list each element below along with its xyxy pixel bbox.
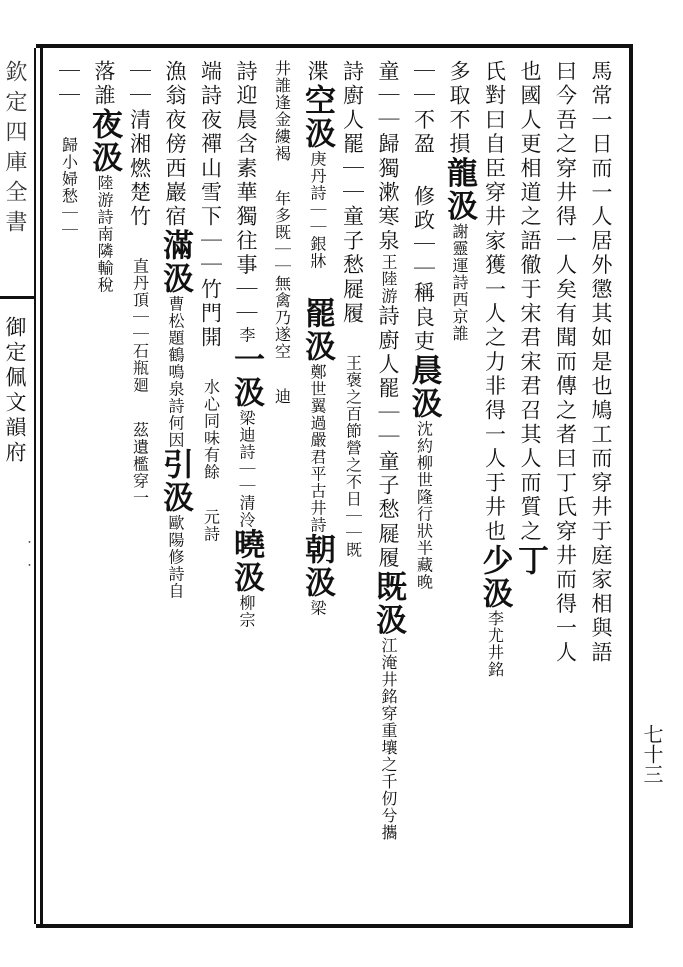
- annotation-text: 沈約柳世隆行狀半藏晚: [414, 420, 434, 591]
- page-number: 七十三: [640, 724, 664, 784]
- gutter-separator: [34, 48, 36, 924]
- gutter-marks: ．．: [16, 540, 32, 593]
- annotation-text: 謝靈運詩西京誰: [450, 222, 469, 342]
- annotation-text: 歸小婦愁｜｜: [59, 136, 79, 239]
- gutter-book-title: 御定佩文韻府: [3, 316, 27, 466]
- page-frame-left: [40, 44, 43, 928]
- annotation-text: 江淹井銘穿重壤之千仞兮攜: [379, 636, 398, 841]
- gutter-collection-title: 欽定四庫全書: [2, 60, 27, 240]
- annotation-text: 年多既｜｜無禽乃遂空: [272, 190, 292, 360]
- annotation-text: 井誰逢金縷褐: [272, 60, 292, 162]
- body-text: 童｜｜歸獨漱寒泉: [376, 60, 400, 254]
- body-text: 詩廚人罷｜｜童子愁屣履: [340, 60, 365, 327]
- text-column-9: [299, 60, 335, 617]
- text-column-8: [338, 60, 368, 558]
- annotation-text: 王褒之百節營之不日｜｜既: [343, 354, 363, 559]
- headword: 少汲: [476, 544, 513, 610]
- annotation-text: 梁迪詩｜｜清泠: [237, 409, 256, 529]
- text-column-5: [441, 60, 477, 342]
- annotation-text: 直丹頂｜｜石瓶廻: [130, 257, 150, 394]
- text-column-12: [196, 60, 226, 542]
- headword: 滿汲: [157, 229, 193, 296]
- headword: 曉汲: [228, 528, 264, 595]
- headword: 龍汲: [441, 156, 477, 223]
- body-text: 也國人更相道之語徹于宋君宋君召其人而質之: [518, 60, 542, 544]
- text-column-4: [476, 60, 513, 678]
- annotation-text: 李: [237, 326, 256, 344]
- headword: 夜汲: [86, 108, 122, 175]
- annotation-text: 陸游詩南隣輸稅: [95, 174, 114, 294]
- page-frame-top: [36, 44, 633, 48]
- body-text: 氏對曰自臣穿井家獲一人之力非得一人于井也: [482, 60, 507, 544]
- body-text: 端詩夜禪山雪下｜｜竹門開: [198, 60, 223, 351]
- body-text: 落誰: [92, 60, 116, 109]
- body-text: 曰今吾之穿井得一人矣有聞而傳之者曰丁氏穿井而得一人: [553, 60, 578, 665]
- body-text: 詩迎晨含素華獨往事｜｜: [234, 60, 258, 327]
- annotation-text: 庚丹詩｜｜銀牀: [308, 150, 327, 270]
- text-column-7: [370, 60, 406, 841]
- body-text: ｜｜清湘燃楚竹: [127, 60, 152, 230]
- text-column-3: [512, 60, 548, 577]
- text-column-11: [228, 60, 264, 629]
- annotation-text: 鄭世翼過嚴君平古井詩: [308, 363, 327, 534]
- annotation-text: 水心同味有餘: [201, 378, 221, 481]
- text-column-2: [551, 60, 581, 665]
- body-text: 渫: [305, 60, 329, 85]
- headword: 丁: [512, 544, 548, 577]
- body-text: 漁翁夜傍西巖宿: [163, 60, 187, 230]
- text-column-6: [405, 60, 442, 591]
- headword: 既汲: [370, 570, 406, 637]
- page-frame-right: [629, 44, 633, 928]
- headword: 引汲: [157, 448, 193, 515]
- annotation-text: 茲遺檻穿一: [130, 421, 150, 507]
- text-column-16: [54, 60, 84, 238]
- annotation-text: 李尤井銘: [485, 610, 505, 678]
- text-column-15: [86, 60, 122, 294]
- headword: 晨汲: [405, 354, 442, 421]
- text-column-13: [157, 60, 193, 600]
- body-text: ｜｜不盈: [411, 60, 436, 157]
- body-text: 詩廚人罷｜｜童子愁屣履: [376, 304, 400, 571]
- text-column-1: [586, 60, 616, 665]
- headword: 一汲: [228, 343, 264, 410]
- gutter-divider: [0, 296, 36, 299]
- headword: 朝汲: [299, 533, 335, 600]
- annotation-text: 歐陽修詩自: [166, 514, 185, 600]
- text-column-10: [267, 60, 297, 405]
- annotation-text: 柳宗: [237, 594, 256, 629]
- page-frame-bottom: [36, 924, 633, 928]
- annotation-text: 梁: [308, 599, 327, 617]
- text-column-14: [125, 60, 155, 506]
- body-text: 多取不損: [447, 60, 471, 157]
- annotation-text: 迪: [272, 388, 292, 405]
- annotation-text: 元詩: [201, 508, 221, 543]
- headword: 罷汲: [299, 297, 335, 364]
- annotation-text: 曹松題鶴鳴泉詩何因: [166, 295, 185, 449]
- body-text: 馬常一日而一人居外懲其如是也鳩工而穿井于庭家相與語: [589, 60, 613, 665]
- annotation-text: 王陸游: [379, 253, 398, 305]
- headword: 空汲: [299, 84, 335, 151]
- body-text: 修政｜｜稱良吏: [411, 184, 436, 355]
- body-text: ｜｜: [56, 60, 81, 109]
